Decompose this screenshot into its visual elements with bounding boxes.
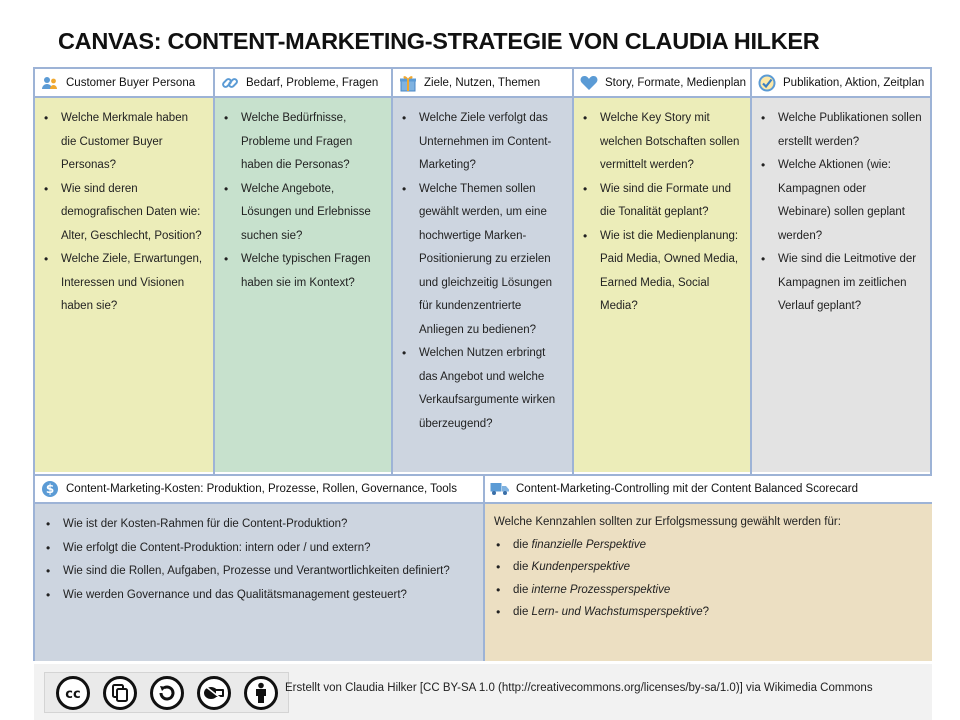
list-item: • Welche typischen Fragen haben sie im Kontext? (222, 248, 383, 295)
column-customer-buyer-persona (35, 69, 215, 474)
column-header (393, 69, 572, 98)
list-item (494, 579, 922, 602)
column-heading: Bedarf, Probleme, Fragen (246, 76, 379, 89)
list-item (494, 534, 922, 557)
section-content-marketing-controlling (485, 474, 932, 661)
item-prefix: die (513, 606, 532, 618)
list-item: • Wie sind deren demografischen Daten wie: Alter, Geschlecht, Position? (42, 178, 205, 249)
column-bedarf-probleme-fragen (215, 69, 393, 474)
share-alike-icon (150, 676, 184, 710)
section-intro: Welche Kennzahlen sollten zur Erfolgsmessung gewählt werden für: (494, 516, 841, 528)
section-body (485, 504, 932, 661)
column-header (574, 69, 750, 98)
perspective-list (494, 534, 922, 624)
section-content-marketing-kosten (35, 474, 485, 661)
section-header (485, 474, 932, 504)
column-story-formate-medienplan (574, 69, 752, 474)
list-item: • Welche Merkmale haben die Customer Buyer Personas? (42, 107, 205, 178)
section-header (35, 474, 483, 504)
gift-icon (398, 73, 418, 93)
list-item: • Welche Aktionen (wie: Kampagnen oder Webinare) sollen geplant werden? (759, 154, 922, 248)
list-item: • Welche Key Story mit welchen Botschaften sollen vermittelt werden? (581, 107, 742, 178)
check-badge-icon (757, 73, 777, 93)
list-item: • Welche Themen sollen gewählt werden, um eine hochwertige Marken-Positionierung zu erzielen und gleichzeitig Lösungen für kundenzentrierte Anliegen zu bedienen? (400, 178, 564, 343)
list-item: • Welche Publikationen sollen erstellt werden? (759, 107, 922, 154)
list-item: • Welche Ziele, Erwartungen, Interessen und Visionen haben sie? (42, 248, 205, 319)
column-publikation-aktion-zeitplan (752, 69, 932, 474)
list-item (494, 556, 922, 579)
list-item: • Welche Angebote, Lösungen und Erlebnisse suchen sie? (222, 178, 383, 249)
svg-text:cc: cc (64, 686, 81, 701)
question-list (44, 513, 473, 607)
question-list (400, 107, 564, 436)
section-body (35, 504, 483, 661)
column-heading: Publikation, Aktion, Zeitplan (783, 76, 925, 89)
column-heading: Story, Formate, Medienplan (605, 76, 747, 89)
column-header (35, 69, 213, 98)
list-item: • Wie ist die Medienplanung: Paid Media, Owned Media, Earned Media, Social Media? (581, 225, 742, 319)
column-body (393, 98, 572, 472)
list-item: • Wie ist der Kosten-Rahmen für die Content-Produktion? (44, 513, 473, 537)
users-icon (40, 73, 60, 93)
item-suffix: ? (702, 606, 710, 618)
question-list (222, 107, 383, 295)
column-heading: Ziele, Nutzen, Themen (424, 76, 541, 89)
cc-license-badge[interactable] (44, 672, 289, 713)
attribution-text: Erstellt von Claudia Hilker [CC BY-SA 1.0 (http://creativecommons.org/licenses/by-sa/1.0)] via Wikimedia Commons (285, 682, 873, 694)
column-body (35, 98, 213, 472)
column-body (752, 98, 930, 472)
truck-icon (490, 479, 510, 499)
canvas-board (33, 67, 932, 661)
cc-icon (56, 676, 90, 710)
dollar-icon (40, 479, 60, 499)
question-list (42, 107, 205, 319)
list-item: • Wie sind die Rollen, Aufgaben, Prozesse und Verantwortlichkeiten definiert? (44, 560, 473, 584)
copy-icon (103, 676, 137, 710)
column-body (574, 98, 750, 472)
list-item (494, 601, 922, 624)
question-list (581, 107, 742, 319)
heart-icon (579, 73, 599, 93)
list-item: • Wie sind die Leitmotive der Kampagnen im zeitlichen Verlauf geplant? (759, 248, 922, 319)
item-emphasis: finanzielle Perspektive (531, 538, 646, 551)
item-prefix: die (513, 583, 532, 596)
footer (34, 664, 932, 720)
list-item: • Wie erfolgt die Content-Produktion: intern oder / und extern? (44, 537, 473, 561)
item-prefix: die (513, 561, 532, 573)
item-emphasis: interne Prozessperspektive (531, 583, 671, 596)
item-emphasis: Kundenperspektive (531, 561, 631, 573)
question-list (759, 107, 922, 319)
list-item: • Wie sind die Formate und die Tonalität geplant? (581, 178, 742, 225)
item-prefix: die (513, 538, 532, 551)
list-item: • Welche Ziele verfolgt das Unternehmen im Content-Marketing? (400, 107, 564, 178)
section-heading: Content-Marketing-Controlling mit der Content Balanced Scorecard (516, 483, 858, 495)
list-item: • Welchen Nutzen erbringt das Angebot und welche Verkaufsargumente wirken überzeugend? (400, 342, 564, 436)
svg-text:$: $ (45, 482, 55, 497)
link-icon (220, 73, 240, 93)
page-title: CANVAS: CONTENT-MARKETING-STRATEGIE VON CLAUDIA HILKER (58, 28, 820, 54)
non-commercial-icon (197, 676, 231, 710)
column-header (215, 69, 391, 98)
column-heading: Customer Buyer Persona (66, 76, 196, 89)
attribution-icon (244, 676, 278, 710)
list-item: • Wie werden Governance und das Qualitätsmanagement gesteuert? (44, 584, 473, 608)
list-item: • Welche Bedürfnisse, Probleme und Fragen haben die Personas? (222, 107, 383, 178)
item-emphasis: Lern- und Wachstumsperspektive (531, 606, 703, 618)
column-body (215, 98, 391, 472)
column-header (752, 69, 930, 98)
column-ziele-nutzen-themen (393, 69, 574, 474)
section-heading: Content-Marketing-Kosten: Produktion, Prozesse, Rollen, Governance, Tools (66, 483, 457, 495)
